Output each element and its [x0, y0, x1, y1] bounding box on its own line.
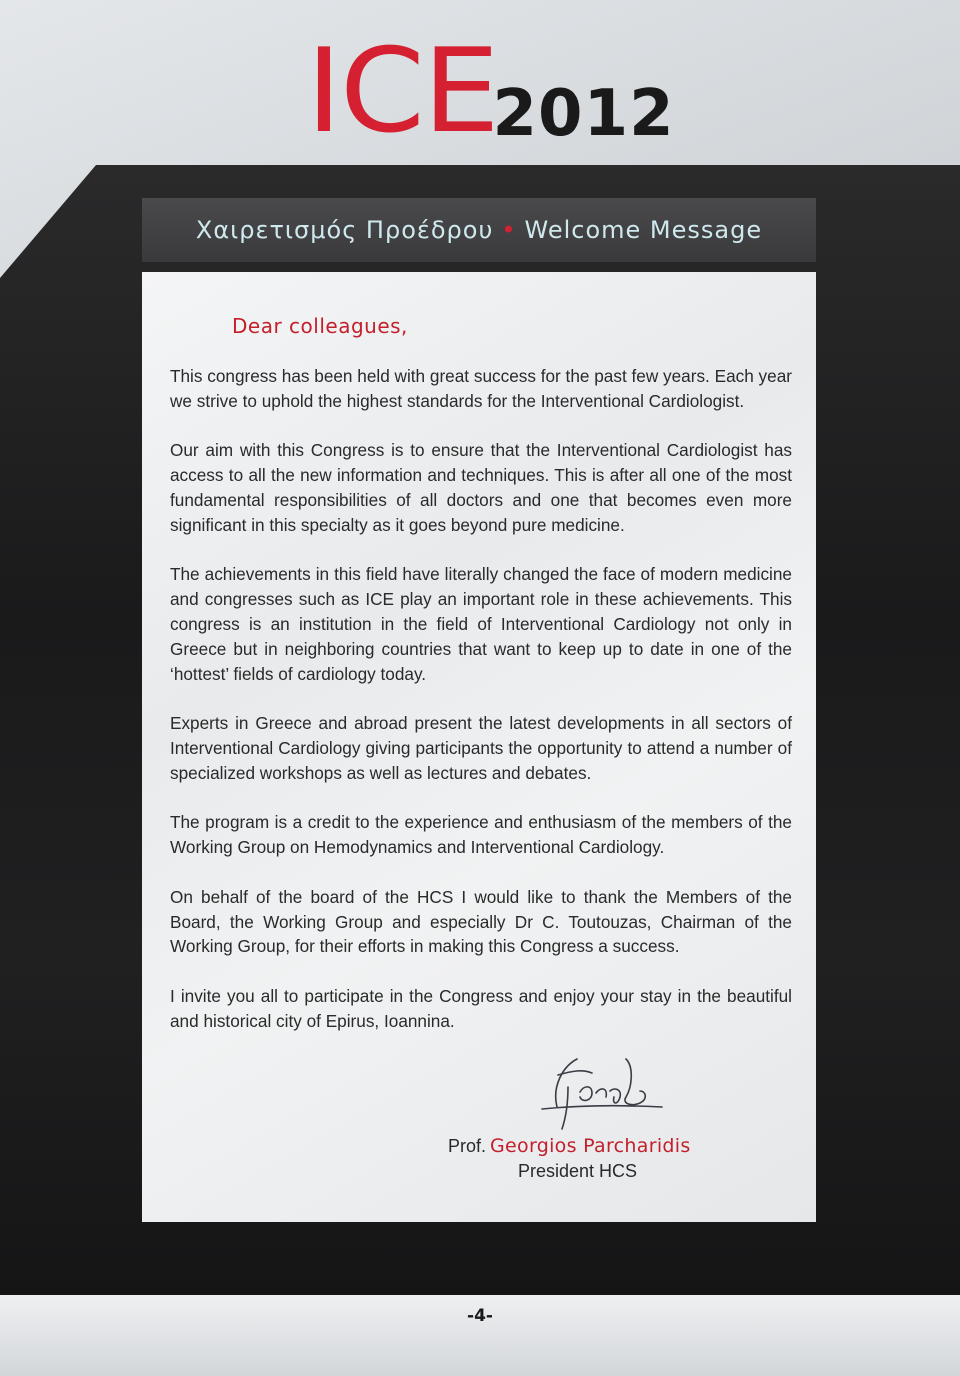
- letter-paragraph: On behalf of the board of the HCS I would like to thank the Members of the Board, the Working Group and especially Dr C. Toutouzas, Chairman of the Working Group, for their efforts in making this Congress a success.: [170, 886, 792, 957]
- signature-prefix: Prof.: [448, 1136, 487, 1156]
- letter-paragraph: This congress has been held with great success for the past few years. Each year we strive to uphold the highest standards for the Interventional Cardiologist.: [170, 366, 792, 411]
- signature-block: [448, 1134, 691, 1184]
- handwritten-signature: [522, 1047, 672, 1137]
- ice-2012-logo: [306, 24, 675, 159]
- logo-year-text: 2012: [492, 77, 675, 151]
- letter-body: [170, 364, 792, 1058]
- section-header-band: [142, 198, 816, 262]
- letter-paragraph: I invite you all to participate in the Congress and enjoy your stay in the beautiful and historical city of Epirus, Ioannina.: [170, 985, 792, 1031]
- signature-title: President HCS: [518, 1161, 638, 1181]
- letter-paragraph: Experts in Greece and abroad present the latest developments in all sectors of Interventional Cardiology giving participants the opportunity to attend a number of specialized workshops as well as lectures and debates.: [170, 713, 792, 783]
- logo-ice-text: ICE: [306, 24, 498, 159]
- letter-paragraph: The achievements in this field have literally changed the face of modern medicine and congresses such as ICE play an important role in these achievements. This congress is an institution in the field of Interventional Cardiology not only in Greece but in neighboring countries that want to keep up to date in one of the ‘hottest’ fields of cardiology today.: [170, 564, 792, 684]
- header-greek-title: Χαιρετισμός Προέδρου: [195, 216, 494, 244]
- signature-name-line: [448, 1134, 691, 1159]
- letter-panel: [142, 272, 816, 1222]
- letter-paragraph: The program is a credit to the experience and enthusiasm of the members of the Working Group on Hemodynamics and Interventional Cardiology.: [170, 812, 792, 858]
- letter-salutation: Dear colleagues,: [232, 314, 408, 338]
- header-separator: •: [501, 216, 517, 244]
- letter-paragraph: Our aim with this Congress is to ensure that the Interventional Cardiologist has access to all the new information and techniques. This is after all one of the most fundamental responsibilities of all doctors and one that becomes even more significant in this specialty as it goes beyond pure medicine.: [170, 440, 792, 535]
- page-number: -4-: [467, 1306, 493, 1326]
- signature-name: Georgios Parcharidis: [490, 1135, 691, 1157]
- header-english-title: Welcome Message: [524, 216, 763, 244]
